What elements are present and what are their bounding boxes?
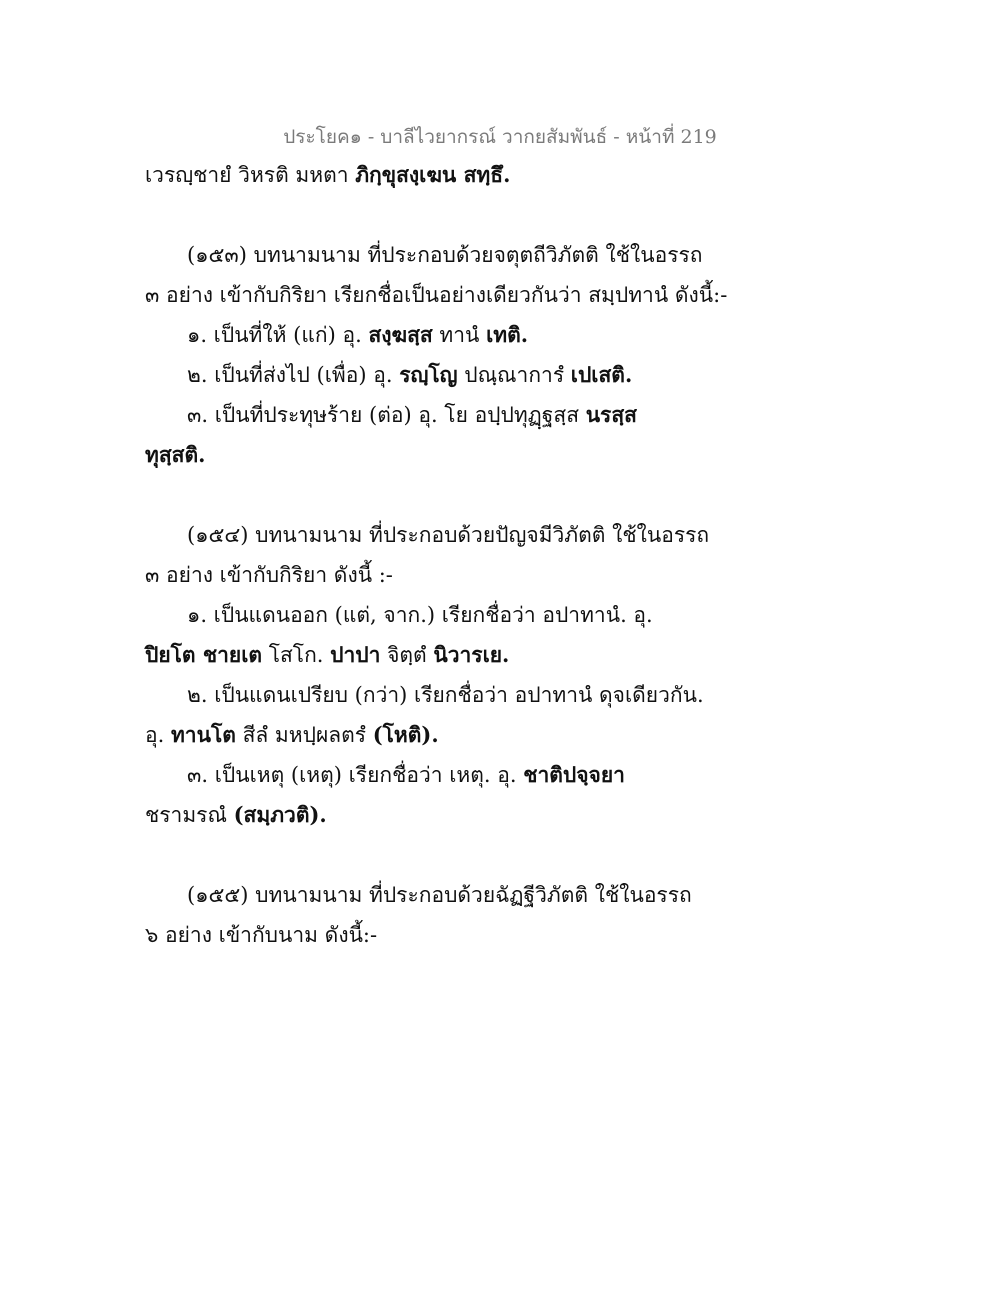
body-line bbox=[145, 640, 509, 670]
body-line bbox=[145, 920, 377, 950]
text-run: ปณฺณาการํ bbox=[457, 363, 571, 387]
text-run: ๑. เป็นที่ให้ (แก่) อุ. bbox=[187, 323, 369, 347]
body-line bbox=[145, 560, 393, 590]
text-run: สีลํ มหปฺผลตรํ bbox=[235, 723, 373, 747]
section-heading-153 bbox=[187, 240, 702, 270]
bold-text-run: รญฺโญ bbox=[399, 362, 458, 387]
running-header: ประโยค๑ - บาลีไวยากรณ์ วากยสัมพันธ์ - หน้าที่ 219 bbox=[283, 126, 717, 148]
body-line bbox=[145, 800, 327, 830]
bold-text-run: ทุสฺสติ. bbox=[145, 442, 206, 467]
text-run: ๒. เป็นที่ส่งไป (เพื่อ) อุ. bbox=[187, 363, 400, 387]
list-item-2 bbox=[187, 680, 704, 710]
text-run: อุ. bbox=[145, 723, 171, 747]
text-run: โสโก. bbox=[262, 643, 331, 667]
text-run: (๑๕๕) บทนามนาม ที่ประกอบด้วยฉัฏฐีวิภัตติ ใช้ในอรรถ bbox=[187, 883, 692, 907]
list-item-1 bbox=[187, 600, 653, 630]
text-run: จิตฺตํ bbox=[380, 643, 434, 667]
bold-text-run: (โหติ). bbox=[372, 722, 439, 747]
bold-text-run: นรสฺส bbox=[585, 402, 637, 427]
bold-text-run: ทานโต bbox=[170, 722, 236, 747]
text-run: ทานํ bbox=[432, 323, 487, 347]
text-run: ๒. เป็นแดนเปรียบ (กว่า) เรียกชื่อว่า อปาทานํ ดุจเดียวกัน. bbox=[187, 683, 704, 707]
text-run: ๑. เป็นแดนออก (แต่, จาก.) เรียกชื่อว่า อปาทานํ. อุ. bbox=[187, 603, 653, 627]
bold-text-run: ชาติปจฺจยา bbox=[523, 762, 625, 787]
bold-text-run: เทติ. bbox=[486, 322, 529, 347]
text-run: ชรามรณํ bbox=[145, 803, 234, 827]
body-line bbox=[145, 160, 510, 190]
text-run: ๓ อย่าง เข้ากับกิริยา เรียกชื่อเป็นอย่างเดียวกันว่า สมฺปทานํ ดังนี้:- bbox=[145, 283, 728, 307]
list-item-1 bbox=[187, 320, 528, 350]
body-line bbox=[145, 280, 727, 310]
bold-text-run: เปเสติ. bbox=[570, 362, 633, 387]
body-line bbox=[145, 720, 439, 750]
text-run: (๑๕๔) บทนามนาม ที่ประกอบด้วยปัญจมีวิภัตติ ใช้ในอรรถ bbox=[187, 523, 710, 547]
text-run: ๓. เป็นที่ประทุษร้าย (ต่อ) อุ. โย อปฺปทุฏฺฐสฺส bbox=[187, 403, 586, 427]
text-run: เวรญฺชายํ วิหรติ มหตา bbox=[145, 163, 356, 187]
list-item-2 bbox=[187, 360, 632, 390]
bold-text-run: ภิกฺขุสงฺเฆน สทฺธึ. bbox=[355, 162, 511, 187]
text-run: (๑๕๓) บทนามนาม ที่ประกอบด้วยจตุตถีวิภัตติ ใช้ในอรรถ bbox=[187, 243, 703, 267]
bold-text-run: (สมฺภวติ). bbox=[233, 802, 327, 827]
list-item-3 bbox=[187, 400, 637, 430]
bold-text-run: สงฺฆสฺส bbox=[368, 322, 433, 347]
list-item-3 bbox=[187, 760, 625, 790]
bold-text-run: ปิยโต ชายเต bbox=[145, 642, 263, 667]
text-run: ๖ อย่าง เข้ากับนาม ดังนี้:- bbox=[145, 923, 378, 947]
section-heading-155 bbox=[187, 880, 692, 910]
section-heading-154 bbox=[187, 520, 709, 550]
body-line bbox=[145, 440, 205, 470]
text-run: ๓ อย่าง เข้ากับกิริยา ดังนี้ :- bbox=[145, 563, 393, 587]
bold-text-run: ปาปา bbox=[330, 642, 381, 667]
bold-text-run: นิวารเย. bbox=[433, 642, 510, 667]
text-run: ๓. เป็นเหตุ (เหตุ) เรียกชื่อว่า เหตุ. อุ. bbox=[187, 763, 524, 787]
